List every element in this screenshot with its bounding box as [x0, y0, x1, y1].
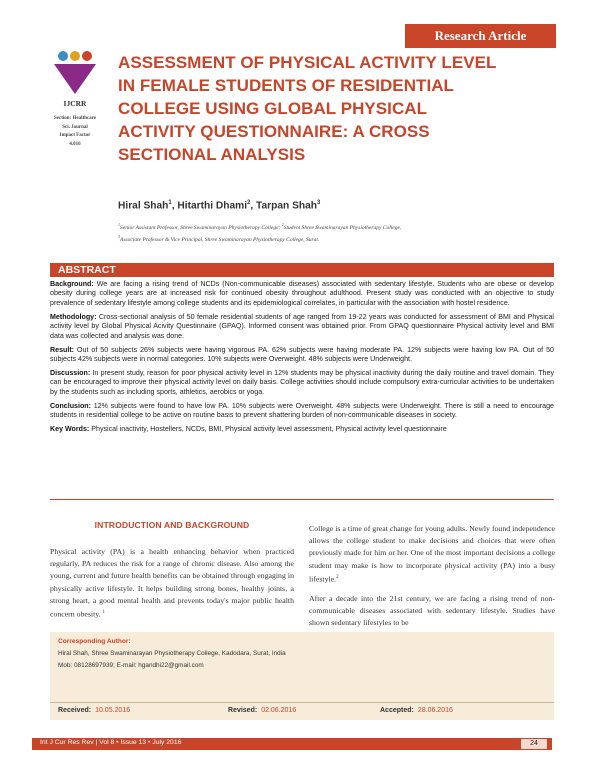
impact-factor-label: Impact Factor: [59, 133, 91, 139]
affil-text: Senior Assistant Professor, Shree Swaminarayan Physiotherapy College;: [120, 224, 282, 231]
abstract-heading: ABSTRACT: [58, 264, 116, 276]
citation-ref: 2: [336, 574, 339, 580]
author-sup: 1: [168, 200, 172, 206]
footer-citation: Int J Cur Res Rev | Vol 8 • Issue 13 • July 2016: [40, 739, 182, 746]
paragraph-text: Physical activity (PA) is a health enhancing behavior when practiced regularly, PA reduces the risk for a range of chronic disease. Also among the young, current and future health benefits can be obtained through engaging in physically active lifestyle. It helps building strong bones, healthy joints, a strong heart, a good mental health and prevents today's major public health concern obesity.: [50, 547, 294, 619]
author-sup: 2: [247, 200, 251, 206]
correspondence-address: Hiral Shah, Shree Swaminarayan Physiotherapy College, Kadodara, Surat, India: [58, 650, 286, 657]
affil-text: Student Shree Swaminarayan Physiotherapy College,: [283, 224, 402, 231]
accepted-label: Accepted:: [380, 707, 414, 714]
affil-sup: 2: [281, 222, 284, 227]
title-line: IN FEMALE STUDENTS OF RESIDENTIAL: [118, 76, 454, 95]
section-heading: INTRODUCTION AND BACKGROUND: [94, 520, 250, 530]
abstract-text: In present study, reason for poor physical activity level in 12% students may be physical inactivity during the daily routine and travel domain. They can be encouraged to improve their physical activity level on daily basis. College activities should include compulsory extra-curricular activities to be undertaken by the students such as including sports, athletics, aerobics or yoga.: [50, 369, 554, 396]
affil-sup: 3: [118, 234, 120, 239]
abstract-label: Background:: [50, 280, 94, 288]
abstract-heading-bar: [50, 263, 554, 277]
title-line: COLLEGE USING GLOBAL PHYSICAL: [118, 99, 428, 118]
correspondence-box: [50, 632, 554, 720]
abstract-section: [50, 280, 554, 308]
paragraph-text: After a decade into the 21st century, we are facing a rising trend of non-communicable diseases associated with sedentary lifestyle. Studies have shown sedentary lifestyles to be: [309, 593, 555, 628]
abstract-body: [50, 280, 554, 439]
received-label: Received:: [58, 707, 92, 714]
abstract-section: [50, 346, 554, 365]
body-paragraph: [50, 546, 294, 621]
abstract-label: Conclusion:: [50, 401, 91, 410]
footer-bar: [32, 738, 552, 750]
author-list: Hiral Shah$^1$, Hitarthi Dhami$^2$, Tarpan Shah$^3$: [118, 200, 321, 212]
abstract-text: We are facing a rising trend of NCDs (Non-communicable diseases) associated with sedentary lifestyle. Students who are obese or develop obesity during college years are at increased risk for continued obesity throughout adulthood. Present study was conducted with an objective to study prevalence of sedentary lifestyle among college students and its epidemiological correlates, in particular with the association with hostel residence.: [50, 280, 554, 307]
abstract-divider: [50, 499, 554, 500]
abstract-label: Methodology:: [50, 312, 97, 321]
abstract-text: Physical inactivity, Hostellers, NCDs, BMI, Physical activity level assessment, Physical activity level questionnaire: [89, 425, 447, 434]
affiliation-line-2: [118, 234, 558, 243]
journal-logo-icon: [54, 50, 96, 94]
accepted-value: 28.06.2016: [417, 707, 453, 714]
paragraph-text: College is a time of great change for young adults. Newly found independence allows the college student to make decisions and choices that were often previously made for him or her. One of the most important decisions a college student may make is how to incorporate physical activity (PA) into a busy lifestyle.: [309, 524, 555, 584]
correspondence-contact[interactable]: Mob: 08128697939; E-mail: hgandhi22@gmail.com: [58, 662, 204, 669]
abstract-section: [50, 402, 554, 421]
author-name: Tarpan Shah: [256, 200, 317, 212]
correspondence-title: Corresponding Author:: [58, 638, 131, 645]
author-name: Hitarthi Dhami: [177, 200, 248, 212]
body-paragraph: [309, 593, 555, 630]
revised-value: 02.06.2016: [261, 707, 297, 714]
abstract-section: [50, 425, 554, 434]
author-name: Hiral Shah: [118, 200, 169, 212]
article-type-badge: Research Article: [405, 24, 556, 48]
received-value: 10.05.2016: [95, 707, 131, 714]
journal-sci: Sci. Journal: [62, 124, 88, 130]
abstract-label: Key Words:: [50, 425, 90, 434]
affil-sup: 1: [118, 222, 120, 227]
abstract-text: 12% subjects were found to have low PA. 10% subjects were Overweight. 48% subjects were Underweight. There is still a need to encourage students in residential college to be active on routine basis to prevent shattering burden of non-communicable diseases in society.: [50, 401, 554, 420]
journal-name: IJCRR: [63, 99, 87, 108]
abstract-section: [50, 313, 554, 341]
revised-label: Revised:: [228, 707, 258, 714]
impact-factor-value: 4.016: [69, 141, 81, 147]
body-column-right: [309, 523, 555, 629]
title-line: SECTIONAL ANALYSIS: [118, 145, 306, 164]
citation-ref: 1: [102, 610, 106, 616]
correspondence-divider: [50, 702, 554, 703]
journal-section: Section: Healthcare: [54, 116, 96, 121]
affiliation-line-1: [118, 222, 558, 231]
abstract-label: Result:: [50, 345, 75, 354]
received-date: [58, 707, 130, 714]
title-line: ASSESSMENT OF PHYSICAL ACTIVITY LEVEL: [118, 53, 497, 72]
abstract-label: Discussion:: [50, 369, 91, 378]
abstract-section: [50, 369, 554, 397]
journal-info: [42, 115, 108, 149]
title-line: ACTIVITY QUESTIONNAIRE: A CROSS: [118, 122, 430, 141]
abstract-text: Out of 50 subjects 26% subjects were having vigorous PA. 62% subjects were having moderate PA. 12% subjects were having low PA. Out of 50 subjects 42% subjects were in normal categories. 10% subjects were Overweight. 48% subjects were Underweight.: [50, 345, 554, 364]
body-column-left: [50, 520, 294, 621]
accepted-date: [380, 707, 453, 714]
article-title: [118, 51, 558, 166]
page-number: 24: [520, 738, 548, 750]
revised-date: [228, 707, 296, 714]
body-paragraph: [309, 523, 555, 586]
affil-text: Associate Professor & Vice Principal, Shree Swaminarayan Physiotherapy College, Surat.: [120, 236, 320, 243]
abstract-text: Cross-sectional analysis of 50 female residential students of age ranged from 19-22 years was conducted for assessment of BMI and Physical activity level by Global Physical Acivity Questinnaire (GPAQ). Informed consent was obtained prior. From GPAQ questionnaire Physical activity level and BMI data was collected and analysis was done.: [50, 312, 554, 340]
author-sup: 3: [317, 200, 321, 206]
